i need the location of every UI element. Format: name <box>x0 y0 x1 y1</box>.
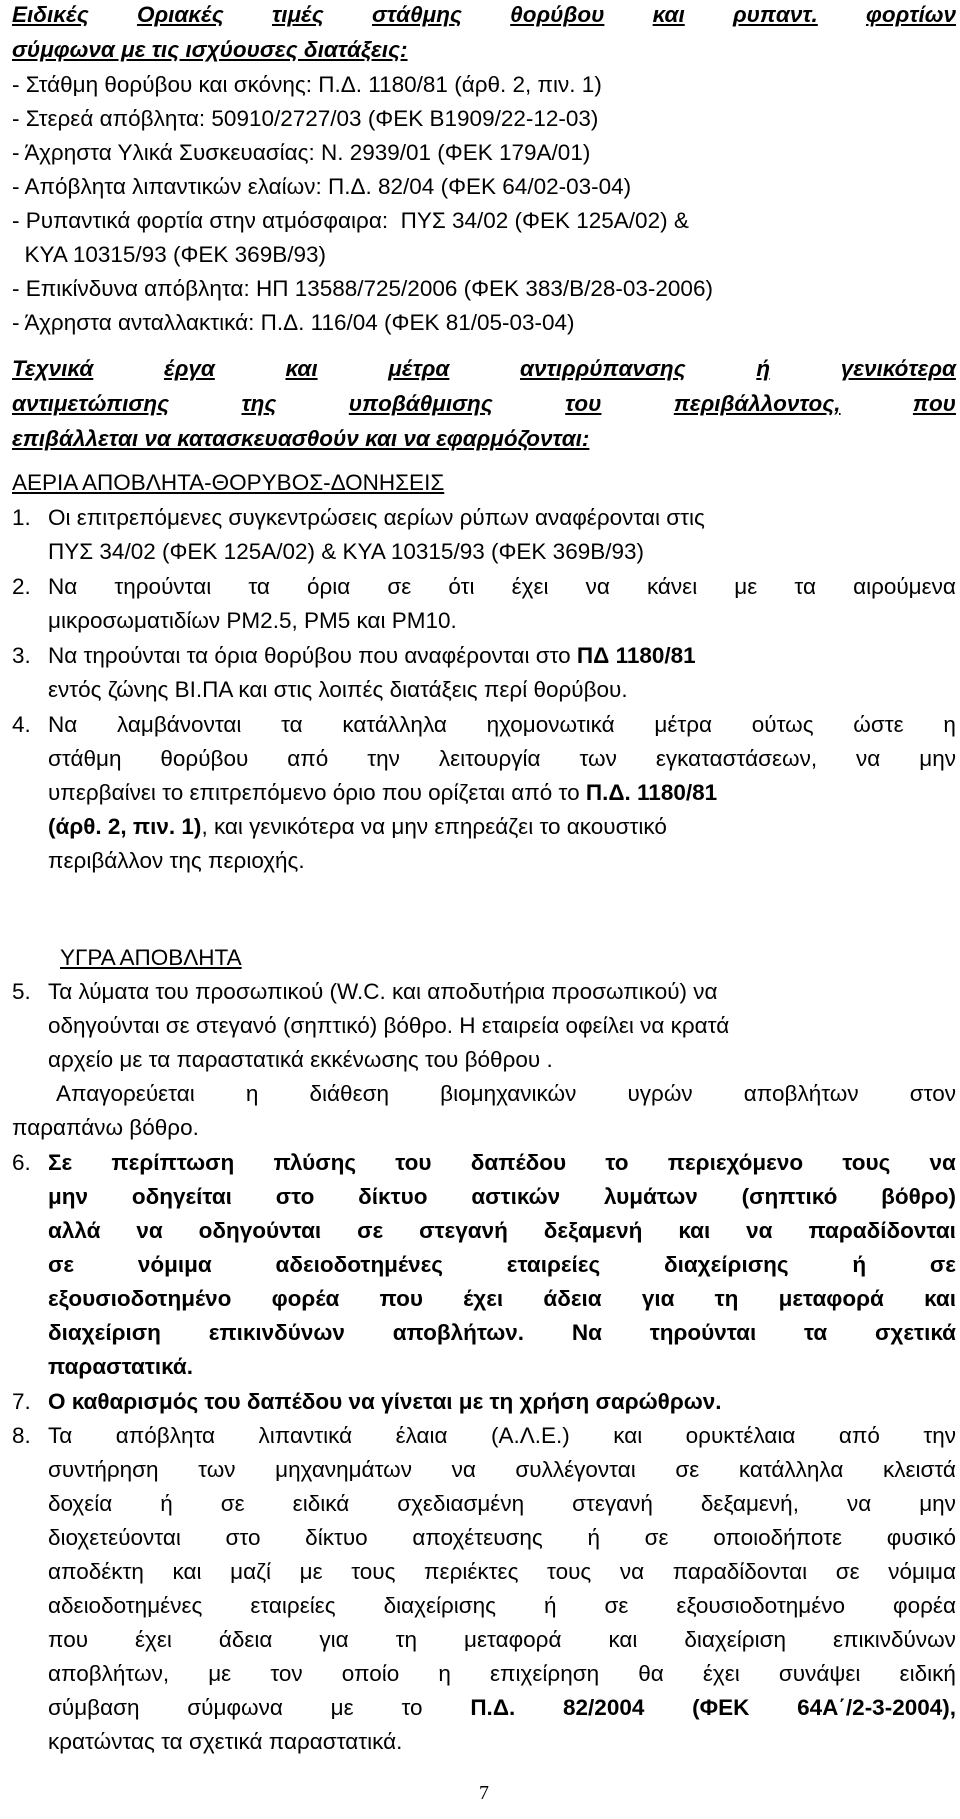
word: του <box>395 1150 432 1175</box>
word: με <box>330 1695 354 1720</box>
water-section-title: ΥΓΡΑ ΑΠΟΒΛΗΤΑ <box>60 945 242 970</box>
word: πλύσης <box>273 1150 357 1175</box>
item3-decree-ref: ΠΔ 1180/81 <box>576 643 696 668</box>
item5-line3: αρχείο με τα παραστατικά εκκένωσης του βόθρου . <box>48 1047 553 1072</box>
item5-line5: παραπάνω βόθρο. <box>12 1115 199 1140</box>
word: μαζί <box>230 1559 272 1584</box>
word: αποχέτευσης <box>412 1525 543 1550</box>
word: στεγανή <box>419 1218 508 1243</box>
word: επικινδύνων <box>208 1320 345 1345</box>
word: σε <box>675 1457 700 1482</box>
word: των <box>198 1457 236 1482</box>
word: εταιρείες <box>506 1252 601 1277</box>
word: με <box>208 1661 232 1686</box>
word: για <box>641 1286 675 1311</box>
word: σχεδιασμένη <box>397 1491 525 1516</box>
word: έχει <box>511 574 549 599</box>
word: Τεχνικά <box>12 356 94 381</box>
word: ούτως <box>751 712 814 737</box>
word: ότι <box>448 574 475 599</box>
word: κατάλληλα <box>342 712 447 737</box>
word: φορέα <box>893 1593 956 1618</box>
word: ειδικά <box>292 1491 350 1516</box>
measures-heading-line1 <box>12 354 956 384</box>
word: αποδέκτη <box>48 1559 144 1584</box>
word: σε <box>220 1491 245 1516</box>
word: επιχείρηση <box>490 1661 600 1686</box>
word: θορύβου <box>160 746 249 771</box>
limit-noise: - Στάθμη θορύβου και σκόνης: Π.Δ. 1180/81 (άρθ. 2, πιν. 1) <box>12 72 602 97</box>
word: και <box>172 1559 202 1584</box>
word: και <box>613 1423 643 1448</box>
word: αποβλήτων <box>743 1081 859 1106</box>
item8-line1 <box>48 1421 956 1451</box>
word: απόβλητα <box>115 1423 216 1448</box>
item8-line2 <box>48 1455 956 1485</box>
word: να <box>846 1491 872 1516</box>
limits-heading-line2: σύμφωνα με τις ισχύουσες διατάξεις: <box>12 37 408 62</box>
word: σχετικά <box>875 1320 956 1345</box>
item1-line1: Οι επιτρεπόμενες συγκεντρώσεις αερίων ρύπων αναφέρονται στις <box>48 505 705 530</box>
item5-line2: οδηγούνται σε στεγανό (σηπτικό) βόθρο. Η εταιρεία οφείλει να κρατά <box>48 1013 730 1038</box>
item4-text: υπερβαίνει το επιτρεπόμενο όριο που ορίζεται από το <box>48 780 586 805</box>
word: περιεχόμενο <box>667 1150 804 1175</box>
word: φυσικό <box>886 1525 956 1550</box>
word: μηχανημάτων <box>275 1457 412 1482</box>
item2-line1 <box>48 572 956 602</box>
item4-line1 <box>48 710 956 740</box>
item6-line5 <box>48 1284 956 1314</box>
word: διαχείριση <box>48 1320 161 1345</box>
word: περιβάλλοντος, <box>673 391 841 416</box>
word: στο <box>225 1525 261 1550</box>
word: ώστε <box>853 712 904 737</box>
word: στάθμης <box>372 2 462 27</box>
item6-line3 <box>48 1216 956 1246</box>
word: δεξαμενή, <box>700 1491 799 1516</box>
word: εξουσιοδοτημένο <box>48 1286 232 1311</box>
word: Απαγορεύεται <box>56 1081 195 1106</box>
word: η <box>245 1081 259 1106</box>
word: επικινδύνων <box>832 1627 956 1652</box>
item8-line8 <box>48 1659 956 1689</box>
word: δαπέδου <box>470 1150 567 1175</box>
item6-line1 <box>48 1148 956 1178</box>
word: μην <box>48 1184 89 1209</box>
word: σύμφωνα <box>187 1695 283 1720</box>
item4-line4 <box>48 812 667 842</box>
word: του <box>565 391 602 416</box>
word: διοχετεύονται <box>48 1525 181 1550</box>
word: διαχείριση <box>684 1627 786 1652</box>
word: τηρούνται <box>114 574 212 599</box>
word: περιέκτες <box>424 1559 519 1584</box>
word: αποβλήτων, <box>48 1661 170 1686</box>
word: λιπαντικά <box>258 1423 353 1448</box>
word: το <box>605 1150 629 1175</box>
word: Να <box>48 712 78 737</box>
word: τα <box>794 574 816 599</box>
word: λειτουργία <box>438 746 541 771</box>
item4-text-cont: , και γενικότερα να μην επηρεάζει το ακουστικό <box>201 814 667 839</box>
item4-line3 <box>48 778 717 808</box>
measures-heading-line2 <box>12 389 956 419</box>
word: σε <box>357 1218 384 1243</box>
word: από <box>287 746 329 771</box>
item8-line5 <box>48 1557 956 1587</box>
word: μεταφορά <box>778 1286 884 1311</box>
word: να <box>929 1150 956 1175</box>
decree-ref-word: 64Α΄/2-3-2004), <box>797 1695 956 1720</box>
word: τα <box>281 712 303 737</box>
limit-air-emissions: - Ρυπαντικά φορτία στην ατμόσφαιρα: ΠΥΣ 34/02 (ΦΕΚ 125Α/02) & <box>12 208 689 233</box>
word: τους <box>842 1150 891 1175</box>
word: ρυπαντ. <box>732 2 818 27</box>
limit-solid-waste: - Στερεά απόβλητα: 50910/2727/03 (ΦΕΚ Β1909/22-12-03) <box>12 106 599 131</box>
word: ειδική <box>899 1661 956 1686</box>
limit-hazardous-waste: - Επικίνδυνα απόβλητα: ΗΠ 13588/725/2006 (ΦΕΚ 383/Β/28-03-2006) <box>12 276 713 301</box>
word: διαχείρισης <box>663 1252 789 1277</box>
word: αδειοδοτημένες <box>48 1593 203 1618</box>
word: υγρών <box>627 1081 693 1106</box>
limit-air-emissions-cont: ΚΥΑ 10315/93 (ΦΕΚ 369Β/93) <box>12 242 326 267</box>
word: κάνει <box>646 574 698 599</box>
word: διαχείρισης <box>383 1593 497 1618</box>
word: αλλά <box>48 1218 101 1243</box>
item3-line1 <box>48 641 696 671</box>
item8-line7 <box>48 1625 956 1655</box>
word: η <box>438 1661 451 1686</box>
word: σε <box>835 1559 860 1584</box>
word: άδεια <box>543 1286 602 1311</box>
word: όρια <box>306 574 351 599</box>
word: βιομηχανικών <box>440 1081 577 1106</box>
word: αποβλήτων. <box>392 1320 525 1345</box>
word: μην <box>919 1491 956 1516</box>
word: συνάψει <box>778 1661 861 1686</box>
item4-decree-ref: Π.Δ. 1180/81 <box>585 780 718 805</box>
item3-text: Να τηρούνται τα όρια θορύβου που αναφέρονται στο <box>48 643 577 668</box>
word: θα <box>638 1661 664 1686</box>
item4-article-ref: (άρθ. 2, πιν. 1) <box>48 814 202 839</box>
word: οποιοδήποτε <box>713 1525 843 1550</box>
word: σε <box>387 574 412 599</box>
word: έργα <box>163 356 215 381</box>
air-section-title: ΑΕΡΙΑ ΑΠΟΒΛΗΤΑ-ΘΟΡΥΒΟΣ-ΔΟΝΗΣΕΙΣ <box>12 470 445 495</box>
word: έχει <box>135 1627 172 1652</box>
word: δοχεία <box>48 1491 113 1516</box>
word: ή <box>544 1593 557 1618</box>
word: θορύβου <box>510 2 605 27</box>
word: Σε <box>48 1150 73 1175</box>
item5-line1: Τα λύματα του προσωπικού (W.C. και αποδυτήρια προσωπικού) να <box>48 979 718 1004</box>
word: στον <box>909 1081 956 1106</box>
word: λυμάτων <box>603 1184 698 1209</box>
word: και <box>652 2 685 27</box>
word: και <box>678 1218 711 1243</box>
word: εταιρείες <box>250 1593 336 1618</box>
word: οδηγούνται <box>198 1218 322 1243</box>
word: νόμιμα <box>888 1559 956 1584</box>
word: μεταφορά <box>464 1627 562 1652</box>
word: σε <box>929 1252 956 1277</box>
item8-line9 <box>48 1693 956 1723</box>
word: από <box>838 1423 880 1448</box>
word: να <box>746 1218 773 1243</box>
word: βόθρο) <box>881 1184 956 1209</box>
item6-line2 <box>48 1182 956 1212</box>
item3-line2: εντός ζώνης ΒΙ.ΠΑ και στις λοιπές διατάξεις περί θορύβου. <box>48 677 628 702</box>
word: φορτίων <box>866 2 956 27</box>
word: σε <box>48 1252 75 1277</box>
item8-line10: κρατώντας τα σχετικά παραστατικά. <box>48 1729 403 1754</box>
word: έχει <box>702 1661 740 1686</box>
word: Να <box>571 1320 602 1345</box>
limit-packaging: - Άχρηστα Υλικά Συσκευασίας: Ν. 2939/01 (ΦΕΚ 179Α/01) <box>12 140 591 165</box>
word: τα <box>248 574 270 599</box>
item8-line3 <box>48 1489 956 1519</box>
word: την <box>923 1423 956 1448</box>
word: αιρούμενα <box>853 574 956 599</box>
word: αντιρρύπανσης <box>520 356 686 381</box>
word: που <box>48 1627 89 1652</box>
word: έλαια <box>395 1423 448 1448</box>
item-number: 2. <box>12 574 31 599</box>
word: διάθεση <box>309 1081 390 1106</box>
word: αντιμετώπισης <box>12 391 170 416</box>
word: (Α.Λ.Ε.) <box>490 1423 570 1448</box>
word: έχει <box>463 1286 504 1311</box>
word: μην <box>919 746 956 771</box>
word: αστικών <box>471 1184 561 1209</box>
word: για <box>319 1627 349 1652</box>
word: ή <box>852 1252 867 1277</box>
word: με <box>299 1559 323 1584</box>
item2-line2: μικροσωματιδίων PM2.5, PM5 και PM10. <box>48 608 457 633</box>
word: συλλέγονται <box>515 1457 636 1482</box>
word: το <box>401 1695 423 1720</box>
word: Ειδικές <box>12 2 89 27</box>
word: να <box>856 746 881 771</box>
word: Να <box>48 574 78 599</box>
word: να <box>585 574 610 599</box>
word: γενικότερα <box>840 356 956 381</box>
item-number: 1. <box>12 505 31 530</box>
word: σύμβαση <box>48 1695 140 1720</box>
item-number: 4. <box>12 712 31 737</box>
word: άδεια <box>218 1627 273 1652</box>
word: εξουσιοδοτημένο <box>676 1593 846 1618</box>
word: παραδίδονται <box>672 1559 808 1584</box>
word: τους <box>547 1559 592 1584</box>
page-number: 7 <box>479 1782 489 1804</box>
decree-ref-word: (ΦΕΚ <box>692 1695 750 1720</box>
item6-line7: παραστατικά. <box>48 1354 193 1379</box>
item-number: 6. <box>12 1150 31 1175</box>
limits-heading-line1 <box>12 0 956 30</box>
word: μέτρα <box>654 712 713 737</box>
word: συντήρηση <box>48 1457 159 1482</box>
word: τη <box>395 1627 418 1652</box>
word: της <box>241 391 277 416</box>
word: να <box>136 1218 163 1243</box>
word: κατάλληλα <box>738 1457 844 1482</box>
word: στάθμη <box>48 746 122 771</box>
word: περίπτωση <box>111 1150 235 1175</box>
word: Οριακές <box>136 2 224 27</box>
item-number: 8. <box>12 1423 31 1448</box>
word: και <box>924 1286 956 1311</box>
word: μέτρα <box>388 356 450 381</box>
word: που <box>379 1286 423 1311</box>
word: υποβάθμισης <box>348 391 493 416</box>
item5-line4 <box>56 1079 956 1109</box>
item-number: 7. <box>12 1389 31 1414</box>
word: Τα <box>48 1423 73 1448</box>
word: τον <box>270 1661 303 1686</box>
word: με <box>734 574 758 599</box>
word: (σηπτικό <box>741 1184 838 1209</box>
word: νόμιμα <box>137 1252 212 1277</box>
word: η <box>943 712 956 737</box>
word: ή <box>756 356 771 381</box>
word: οποίο <box>341 1661 400 1686</box>
item-number: 3. <box>12 643 31 668</box>
word: αδειοδοτημένες <box>275 1252 443 1277</box>
word: οδηγείται <box>131 1184 232 1209</box>
word: στο <box>275 1184 315 1209</box>
item1-line2: ΠΥΣ 34/02 (ΦΕΚ 125Α/02) & ΚΥΑ 10315/93 (ΦΕΚ 369Β/93) <box>48 539 644 564</box>
word: ή <box>587 1525 600 1550</box>
word: ή <box>160 1491 173 1516</box>
decree-ref-word: Π.Δ. <box>470 1695 516 1720</box>
word: και <box>608 1627 638 1652</box>
word: και <box>285 356 318 381</box>
word: την <box>367 746 400 771</box>
word: στεγανή <box>572 1491 653 1516</box>
word: εγκαταστάσεων, <box>655 746 818 771</box>
word: σε <box>644 1525 669 1550</box>
item8-line6 <box>48 1591 956 1621</box>
measures-heading-line3: επιβάλλεται να κατασκευασθούν και να εφαρμόζονται: <box>12 426 590 451</box>
item8-line4 <box>48 1523 956 1553</box>
word: τη <box>714 1286 739 1311</box>
decree-ref-word: 82/2004 <box>563 1695 645 1720</box>
item6-line4 <box>48 1250 956 1280</box>
word: τηρούνται <box>649 1320 757 1345</box>
item4-line2 <box>48 744 956 774</box>
word: τους <box>351 1559 396 1584</box>
limit-spare-parts: - Άχρηστα ανταλλακτικά: Π.Δ. 116/04 (ΦΕΚ 81/05-03-04) <box>12 310 575 335</box>
item-number: 5. <box>12 979 31 1004</box>
word: που <box>912 391 956 416</box>
limit-lubricants: - Απόβλητα λιπαντικών ελαίων: Π.Δ. 82/04 (ΦΕΚ 64/02-03-04) <box>12 174 632 199</box>
word: δίκτυο <box>305 1525 368 1550</box>
word: παραδίδονται <box>808 1218 956 1243</box>
word: λαμβάνονται <box>116 712 242 737</box>
word: φορέα <box>271 1286 340 1311</box>
word: ηχομονωτικά <box>486 712 615 737</box>
word: να <box>451 1457 476 1482</box>
word: ορυκτέλαια <box>685 1423 796 1448</box>
item4-line5: περιβάλλον της περιοχής. <box>48 848 305 873</box>
word: δεξαμενή <box>543 1218 643 1243</box>
word: τα <box>804 1320 828 1345</box>
word: τιμές <box>272 2 324 27</box>
word: να <box>619 1559 645 1584</box>
word: κλειστά <box>882 1457 956 1482</box>
word: των <box>579 746 617 771</box>
item7-line1: Ο καθαρισμός του δαπέδου να γίνεται με τη χρήση σαρώθρων. <box>48 1389 722 1414</box>
item6-line6 <box>48 1318 956 1348</box>
word: δίκτυο <box>358 1184 428 1209</box>
word: σε <box>604 1593 629 1618</box>
